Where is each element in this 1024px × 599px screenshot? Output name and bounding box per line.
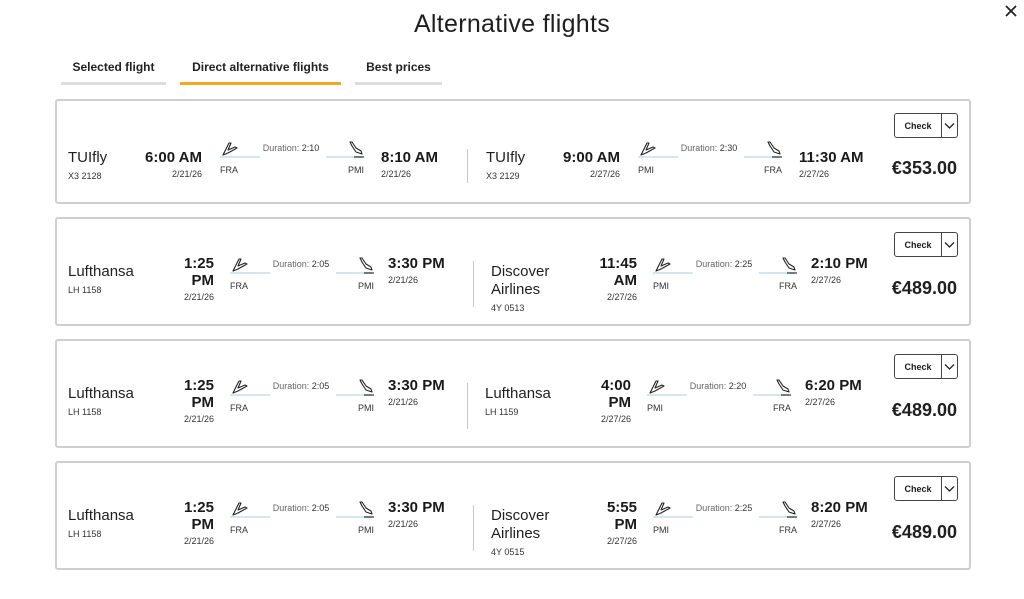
flight-code: 4Y 0513 (491, 303, 525, 313)
arrival (388, 377, 448, 407)
airline-name: Lufthansa (68, 507, 134, 524)
route (634, 139, 784, 179)
arrival (805, 377, 865, 407)
arrival (811, 255, 871, 285)
departure-time: 1:25 PM (183, 499, 214, 533)
arrival-date: 2/27/26 (811, 275, 842, 285)
origin-airport: PMI (647, 403, 664, 413)
chevron-down-icon[interactable] (942, 233, 957, 256)
destination-airport: PMI (357, 281, 374, 291)
flight-option-card (55, 339, 971, 448)
route (649, 255, 799, 295)
duration-label: Duration: (272, 259, 310, 269)
arrival-time: 3:30 PM (388, 499, 445, 516)
airline-name: Lufthansa (68, 263, 134, 280)
destination-airport: PMI (357, 403, 374, 413)
route-line-left (230, 272, 270, 274)
return-airline (491, 263, 576, 313)
check-label: Check (895, 355, 942, 378)
route-line-left (647, 394, 687, 396)
departure-time: 11:45 AM (599, 255, 637, 289)
flight-code: LH 1158 (68, 529, 102, 539)
duration (634, 143, 784, 153)
departure (548, 149, 620, 179)
check-label: Check (895, 114, 942, 137)
outbound-airline (68, 385, 153, 417)
outbound-segment (68, 143, 468, 209)
arrival-date: 2/27/26 (805, 397, 836, 407)
return-airline (486, 149, 556, 181)
airline-name: Discover Airlines (491, 263, 550, 298)
price: €489.00 (891, 278, 957, 298)
segment-divider (473, 505, 474, 551)
departure-time: 4:00 PM (600, 377, 631, 411)
route (649, 499, 799, 539)
return-airline (491, 507, 576, 557)
arrival-time: 11:30 AM (799, 149, 864, 166)
flight-code: LH 1158 (68, 407, 102, 417)
duration (226, 503, 376, 513)
duration-value: 2:25 (734, 503, 753, 513)
departure-date: 2/27/26 (600, 414, 631, 424)
check-label: Check (895, 233, 942, 256)
landing-icon (346, 139, 366, 159)
departure-time: 9:00 AM (563, 149, 620, 166)
departure (130, 149, 202, 179)
departure (168, 255, 214, 302)
duration (226, 381, 376, 391)
outbound-segment (68, 377, 468, 443)
destination-airport: FRA (773, 403, 791, 413)
departure-date: 2/21/26 (183, 536, 214, 546)
duration (649, 503, 799, 513)
return-segment (491, 499, 891, 565)
duration-value: 2:10 (301, 143, 320, 153)
arrival-time: 3:30 PM (388, 377, 445, 394)
route (226, 255, 376, 295)
return-airline (485, 385, 570, 417)
flight-code: 4Y 0515 (491, 547, 525, 557)
flight-code: LH 1159 (485, 407, 519, 417)
segment-divider (467, 383, 468, 429)
duration-label: Duration: (680, 143, 718, 153)
flight-option-card (55, 461, 971, 570)
outbound-airline (68, 507, 153, 539)
route-line-left (653, 272, 693, 274)
flight-code: LH 1158 (68, 285, 102, 295)
arrival-time: 8:10 AM (381, 149, 438, 166)
origin-airport: FRA (220, 165, 238, 175)
route-line-left (653, 516, 693, 518)
departure-time: 6:00 AM (145, 149, 202, 166)
duration-label: Duration: (689, 381, 727, 391)
arrival (388, 255, 448, 285)
check-button[interactable] (894, 232, 958, 257)
arrival-time: 2:10 PM (811, 255, 868, 272)
landing-icon (356, 255, 376, 275)
arrival-date: 2/27/26 (811, 519, 842, 529)
airline-name: Lufthansa (68, 385, 134, 402)
departure-time: 1:25 PM (183, 377, 214, 411)
tab-direct-alternative-flights[interactable]: Direct alternative flights (180, 60, 341, 85)
arrival-date: 2/21/26 (381, 169, 412, 179)
duration-value: 2:05 (311, 381, 330, 391)
duration-value: 2:05 (311, 503, 330, 513)
flight-code: X3 2129 (486, 171, 520, 181)
check-label: Check (895, 477, 942, 500)
duration-value: 2:25 (734, 259, 753, 269)
departure (585, 377, 631, 424)
destination-airport: PMI (357, 525, 374, 535)
landing-icon (779, 255, 799, 275)
tab-selected-flight[interactable]: Selected flight (61, 60, 166, 85)
airline-name: Discover Airlines (491, 507, 550, 542)
chevron-down-icon[interactable] (942, 477, 957, 500)
check-button[interactable] (894, 113, 958, 138)
arrival-date: 2/21/26 (388, 519, 419, 529)
check-button[interactable] (894, 354, 958, 379)
departure (591, 499, 637, 546)
segment-divider (467, 149, 468, 183)
duration-value: 2:30 (719, 143, 738, 153)
arrival (381, 149, 471, 179)
duration-label: Duration: (262, 143, 300, 153)
route (226, 499, 376, 539)
departure-date: 2/21/26 (171, 169, 202, 179)
tab-bar (61, 60, 456, 85)
price: €489.00 (891, 400, 957, 420)
duration-label: Duration: (695, 259, 733, 269)
duration-label: Duration: (272, 503, 310, 513)
flight-option-card (55, 217, 971, 326)
departure (168, 377, 214, 424)
close-icon[interactable] (1002, 2, 1020, 20)
origin-airport: PMI (653, 281, 670, 291)
price: €353.00 (891, 158, 957, 178)
origin-airport: PMI (653, 525, 670, 535)
departure-time: 1:25 PM (183, 255, 214, 289)
tab-best-prices[interactable]: Best prices (355, 60, 442, 85)
airline-name: Lufthansa (485, 385, 551, 402)
duration-label: Duration: (272, 381, 310, 391)
landing-icon (356, 377, 376, 397)
check-button[interactable] (894, 476, 958, 501)
landing-icon (764, 139, 784, 159)
outbound-airline (68, 149, 138, 181)
duration (216, 143, 366, 153)
duration (226, 259, 376, 269)
landing-icon (779, 499, 799, 519)
duration-value: 2:05 (311, 259, 330, 269)
arrival (811, 499, 871, 529)
destination-airport: FRA (779, 525, 797, 535)
departure-date: 2/27/26 (589, 169, 620, 179)
route-line-left (230, 394, 270, 396)
airline-name: TUIfly (68, 149, 108, 166)
flight-code: X3 2128 (68, 171, 102, 181)
chevron-down-icon[interactable] (942, 114, 957, 137)
arrival-date: 2/21/26 (388, 275, 419, 285)
segment-divider (473, 261, 474, 307)
route (216, 139, 366, 179)
destination-airport: FRA (764, 165, 782, 175)
chevron-down-icon[interactable] (942, 355, 957, 378)
route-line-left (638, 156, 678, 158)
return-segment (486, 143, 886, 209)
landing-icon (773, 377, 793, 397)
departure-date: 2/27/26 (606, 292, 637, 302)
origin-airport: PMI (638, 165, 655, 175)
price: €489.00 (891, 522, 957, 542)
duration-value: 2:20 (728, 381, 747, 391)
origin-airport: FRA (230, 281, 248, 291)
departure-date: 2/21/26 (183, 292, 214, 302)
landing-icon (356, 499, 376, 519)
return-segment (485, 377, 885, 443)
return-segment (491, 255, 891, 321)
arrival (799, 149, 889, 179)
destination-airport: PMI (347, 165, 364, 175)
airline-name: TUIfly (486, 149, 526, 166)
duration-label: Duration: (695, 503, 733, 513)
route (226, 377, 376, 417)
outbound-segment (68, 255, 468, 321)
arrival-time: 3:30 PM (388, 255, 445, 272)
arrival-time: 6:20 PM (805, 377, 862, 394)
page-title: Alternative flights (413, 10, 611, 38)
duration (649, 259, 799, 269)
route-line-left (220, 156, 260, 158)
origin-airport: FRA (230, 403, 248, 413)
departure (591, 255, 637, 302)
departure-date: 2/27/26 (606, 536, 637, 546)
origin-airport: FRA (230, 525, 248, 535)
arrival-time: 8:20 PM (811, 499, 868, 516)
flight-option-card (55, 99, 971, 204)
outbound-airline (68, 263, 153, 295)
departure-date: 2/21/26 (183, 414, 214, 424)
outbound-segment (68, 499, 468, 565)
destination-airport: FRA (779, 281, 797, 291)
arrival-date: 2/27/26 (799, 169, 830, 179)
departure (168, 499, 214, 546)
departure-time: 5:55 PM (606, 499, 637, 533)
route-line-left (230, 516, 270, 518)
arrival (388, 499, 448, 529)
duration (643, 381, 793, 391)
arrival-date: 2/21/26 (388, 397, 419, 407)
route (643, 377, 793, 417)
